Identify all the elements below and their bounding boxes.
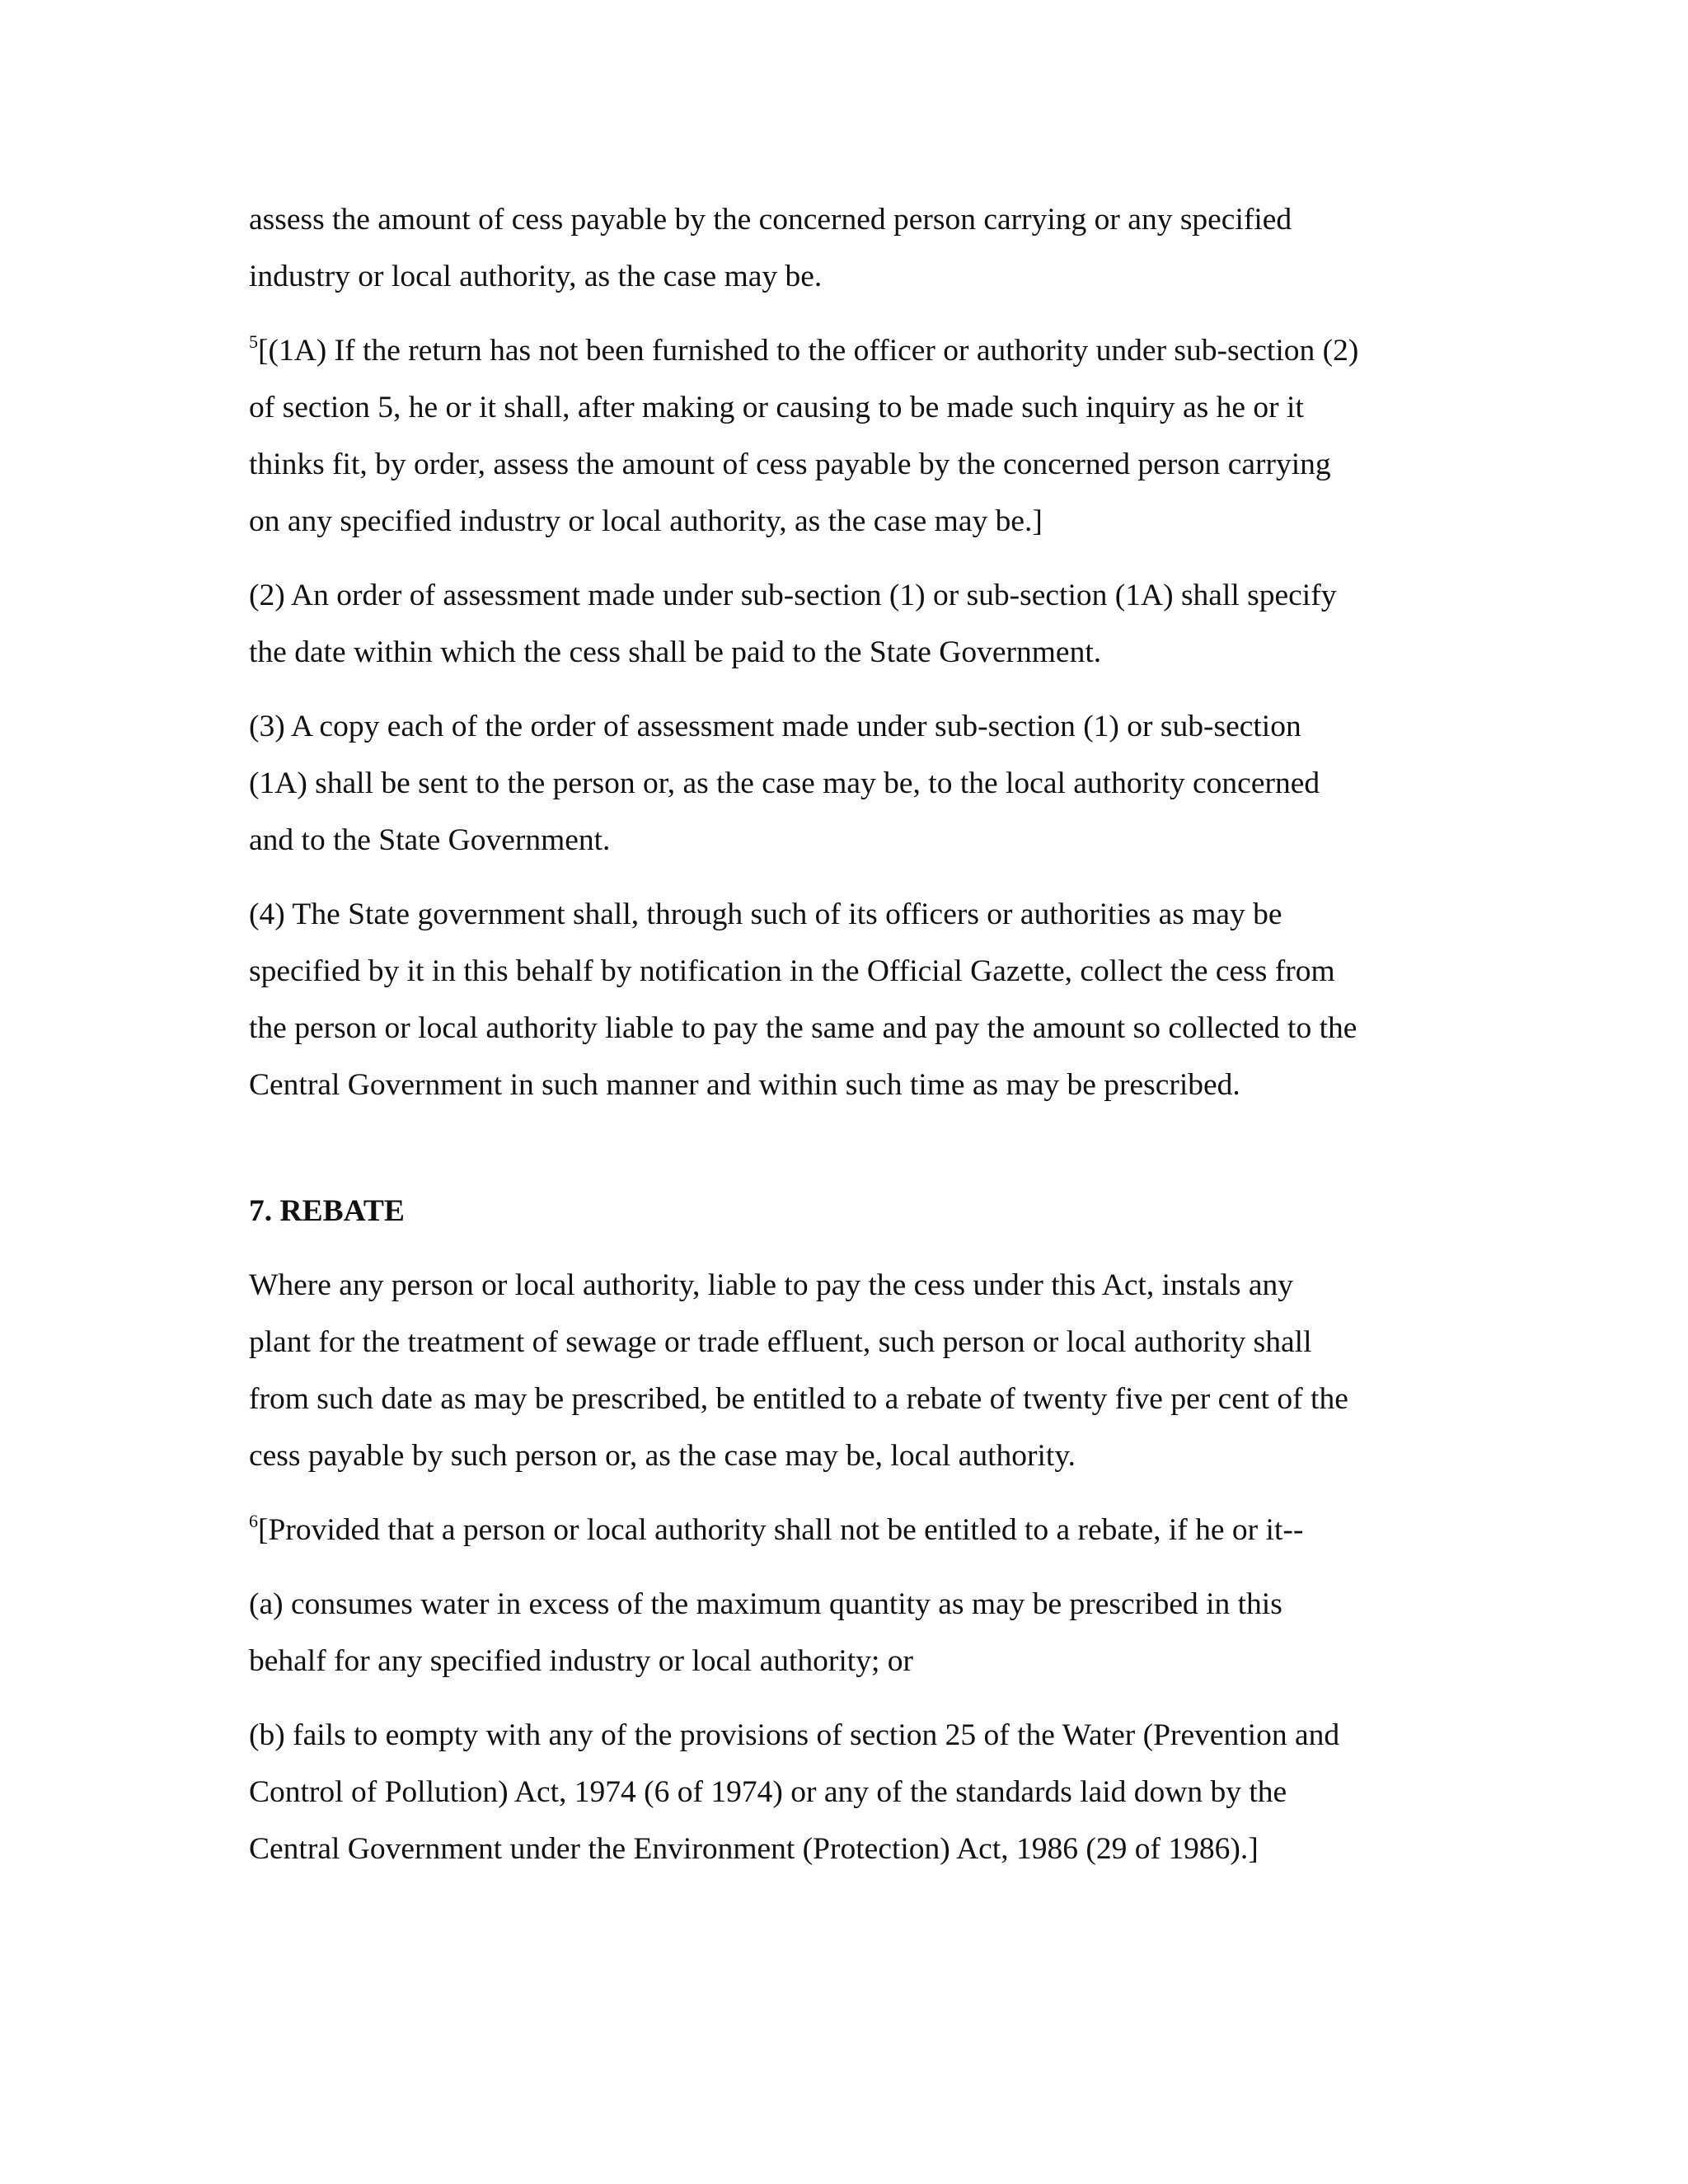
text-line: of section 5, he or it shall, after making or causing to be made such inquiry as he or it [249, 391, 1304, 424]
text-line: on any specified industry or local authority, as the case may be.] [249, 504, 1043, 538]
text-line: (3) A copy each of the order of assessment made under sub-section (1) or sub-section [249, 710, 1301, 743]
paragraph-proviso [249, 1502, 1452, 1558]
text-line: (a) consumes water in excess of the maximum quantity as may be prescribed in this [249, 1587, 1282, 1621]
paragraph-subsection-4 [249, 886, 1452, 1113]
paragraph-clause-a [249, 1576, 1452, 1690]
text-line: cess payable by such person or, as the case may be, local authority. [249, 1439, 1076, 1473]
text-line: (b) fails to eompty with any of the provisions of section 25 of the Water (Prevention and [249, 1718, 1340, 1752]
text-line: the person or local authority liable to pay the same and pay the amount so collected to the [249, 1011, 1357, 1045]
footnote-marker: 6 [249, 1511, 258, 1531]
paragraph-subsection-2 [249, 567, 1452, 681]
text-line-content: [Provided that a person or local authority shall not be entitled to a rebate, if he or it-- [258, 1513, 1304, 1547]
paragraph-subsection-3 [249, 698, 1452, 869]
text-line: Central Government under the Environment (Protection) Act, 1986 (29 of 1986).] [249, 1832, 1259, 1866]
text-line: Where any person or local authority, liable to pay the cess under this Act, instals any [249, 1268, 1293, 1302]
footnote-marker: 5 [249, 331, 258, 352]
text-line: behalf for any specified industry or local authority; or [249, 1644, 913, 1678]
text-line: (4) The State government shall, through such of its officers or authorities as may be [249, 898, 1282, 931]
paragraph-assessment-continuation [249, 191, 1452, 305]
text-line: plant for the treatment of sewage or trade effluent, such person or local authority shall [249, 1325, 1312, 1359]
text-line: and to the State Government. [249, 823, 611, 857]
text-line: Central Government in such manner and within such time as may be prescribed. [249, 1068, 1240, 1102]
text-line: from such date as may be prescribed, be entitled to a rebate of twenty five per cent of the [249, 1382, 1348, 1416]
text-line-content: [(1A) If the return has not been furnished to the officer or authority under sub-section (2) [258, 334, 1359, 368]
section-heading-rebate: 7. REBATE [249, 1194, 405, 1228]
text-line: (1A) shall be sent to the person or, as the case may be, to the local authority concerned [249, 766, 1320, 800]
paragraph-subsection-1a [249, 322, 1452, 550]
paragraph-rebate [249, 1257, 1452, 1484]
text-line: specified by it in this behalf by notification in the Official Gazette, collect the cess from [249, 954, 1335, 988]
text-line: Control of Pollution) Act, 1974 (6 of 1974) or any of the standards laid down by the [249, 1775, 1287, 1809]
text-line: thinks fit, by order, assess the amount of cess payable by the concerned person carrying [249, 448, 1331, 481]
paragraph-clause-b [249, 1707, 1452, 1877]
text-line: the date within which the cess shall be paid to the State Government. [249, 635, 1102, 669]
document-body [249, 191, 1452, 1895]
text-line: industry or local authority, as the case may be. [249, 260, 823, 293]
text-line: assess the amount of cess payable by the concerned person carrying or any specified [249, 203, 1292, 237]
text-line [249, 322, 1452, 379]
text-line [249, 1502, 1452, 1558]
text-line: (2) An order of assessment made under sub-section (1) or sub-section (1A) shall specify [249, 579, 1337, 612]
